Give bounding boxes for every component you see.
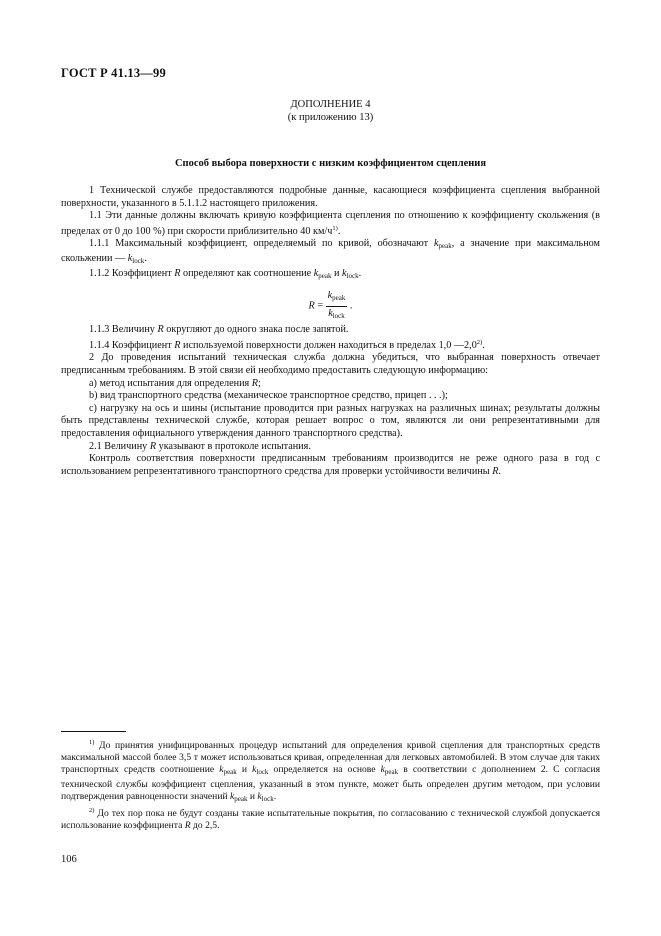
formula-lhs: R <box>308 300 315 312</box>
paragraph-3: Контроль соответствия поверхности предписанным требованиям производится не реже одного раза в год с использованием репрезентативного транспортного средства для проверки устойчивости величины R. <box>61 453 600 477</box>
body-text <box>61 185 600 478</box>
paragraph-1-1-3: 1.1.3 Величину R округляют до одного знака после запятой. <box>89 324 349 336</box>
paragraph-2-a: а) метод испытания для определения R; <box>89 377 261 389</box>
paragraph-1-1-4: 1.1.4 Коэффициент R используемой поверхности должен находиться в пределах 1,0 —2,0$^{2)}$. <box>89 338 485 351</box>
ratio-formula: R = $\frac{k_{peak}}{k_{lock}}$ . <box>61 290 600 318</box>
appendix-heading <box>0 98 661 124</box>
footnotes <box>61 737 600 832</box>
appendix-title: ДОПОЛНЕНИЕ 4 <box>290 99 371 110</box>
footnote-2: $^{2)}$ До тех пор пока не будут созданы такие испытательные покрытия, по согласованию с технической службой допускается использование коэффициента R до 2,5. <box>61 807 600 832</box>
paragraph-2: 2 До проведения испытаний техническая служба должна убедиться, что выбранная поверхность отвечает предписанным требованиям. В этой связи ей необходимо предоставить следующую информацию: <box>61 352 600 376</box>
paragraph-1-1-2: 1.1.2 Коэффициент R определяют как соотношение $k_{peak}$ и $k_{lock}$. <box>89 267 362 280</box>
paragraph-1-1: 1.1 Эти данные должны включать кривую коэффициента сцепления по отношению к коэффициенту скольжения (в пределах от 0 до 100 %) при скорости приблизительно 40 $км/ч^{1)}$. <box>61 210 600 237</box>
paragraph-2-c: с) нагрузку на ось и шины (испытание проводится при разных нагрузках на различных шинах; результаты должны быть представлены технической службе, которая решает вопрос о том, являются ли они репрезентативными для предоставления официального утверждения данного транспортного средства). <box>61 402 600 439</box>
paragraph-2-1: 2.1 Величину R указывают в протоколе испытания. <box>89 440 311 452</box>
appendix-subtitle: (к приложению 13) <box>287 112 374 123</box>
formula-fraction <box>326 290 348 322</box>
paragraph-2-b: b) вид транспортного средства (механическое транспортное средство, прицеп . . .); <box>89 390 448 402</box>
standard-code: ГОСТ Р 41.13—99 <box>61 66 166 80</box>
formula-denominator: $k_{lock}$ <box>328 307 345 320</box>
paragraph-1-1-1: 1.1.1 Максимальный коэффициент, определяемый по кривой, обозначают $k_{peak}$, а значение при максимальном скольжении — $k_{lock}$. <box>61 238 600 265</box>
formula-numerator: $k_{peak}$ <box>326 290 348 307</box>
footnote-divider <box>61 731 126 732</box>
footnote-1: $^{1)}$ До принятия унифицированных процедур испытаний для определения кривой сцепления для транспортных средств максимальной массой более 3,5 т может использоваться кривая, определенная для легковых автомобилей. В этом случае для таких транспортных средств соотношение $k_{peak}$ и $k_{lock}$ определяется на основе $k_{peak}$ в соответствии с дополнением 2. С согласия технической службы коэффициент сцепления, указанный в этом пункте, может быть определен другим методом, при условии подтверждения равноценности значений $k_{peak}$ и $k_{lock}$. <box>61 739 600 803</box>
section-title: Способ выбора поверхности с низким коэффициентом сцепления <box>174 158 487 169</box>
page-number: 106 <box>61 854 77 865</box>
paragraph-1: 1 Технической службе предоставляются подробные данные, касающиеся коэффициента сцепления выбранной поверхности, указанного в 5.1.1.2 настоящего приложения. <box>61 185 600 209</box>
